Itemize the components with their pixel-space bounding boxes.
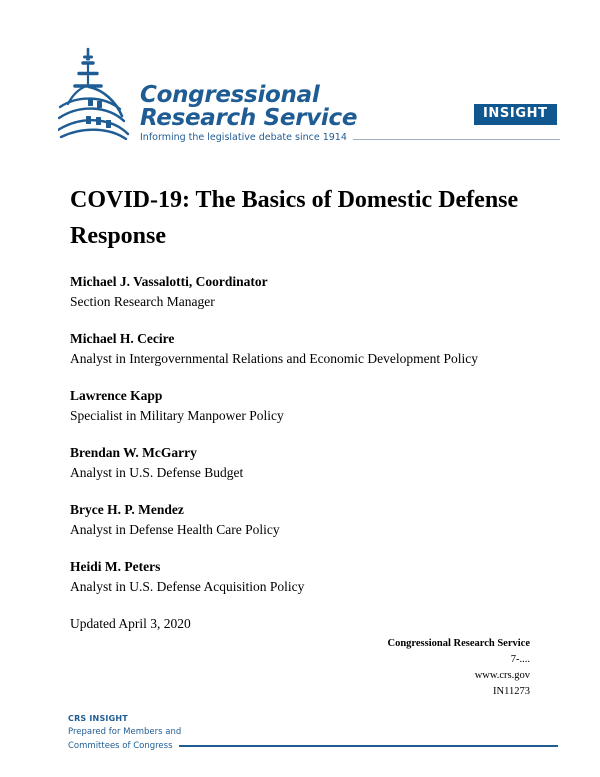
author-entry [70,272,540,312]
author-role: Analyst in Intergovernmental Relations and Economic Development Policy [70,351,479,366]
tagline-divider [353,139,560,140]
author-entry [70,500,540,540]
bottom-footer-title: CRS INSIGHT [68,714,128,723]
crs-footer [230,636,530,700]
author-role: Section Research Manager [70,294,215,309]
wordmark-line-2: Research Service [140,105,358,131]
updated-date: Updated April 3, 2020 [70,616,191,631]
insight-badge: INSIGHT [474,104,557,125]
author-entry [70,386,540,426]
crs-footer-phone: 7-.... [510,654,530,665]
crs-footer-report-number: IN11273 [493,686,530,697]
tagline: Informing the legislative debate since 1914 [140,132,347,143]
author-list [70,272,540,634]
crs-footer-organization: Congressional Research Service [387,638,530,649]
author-name: Brendan W. McGarry [70,445,197,460]
author-entry [70,557,540,597]
author-entry [70,443,540,483]
masthead [0,0,600,160]
author-name: Michael J. Vassalotti, Coordinator [70,274,268,289]
author-name: Bryce H. P. Mendez [70,502,184,517]
bottom-footer-row [68,739,558,753]
crs-footer-website[interactable]: www.crs.gov [474,670,530,681]
capitol-dome-icon [58,46,140,140]
author-role: Analyst in Defense Health Care Policy [70,522,280,537]
bottom-footer [68,713,558,753]
author-name: Michael H. Cecire [70,331,175,346]
bottom-footer-line-1: Prepared for Members and [68,727,182,737]
page-title: COVID-19: The Basics of Domestic Defense Response [70,187,519,249]
bottom-footer-line-2: Committees of Congress [68,741,173,751]
author-role: Specialist in Military Manpower Policy [70,408,284,423]
author-entry [70,329,540,369]
crs-wordmark [140,84,440,130]
author-name: Heidi M. Peters [70,559,161,574]
tagline-row [140,132,560,144]
author-role: Analyst in U.S. Defense Budget [70,465,244,480]
author-name: Lawrence Kapp [70,388,163,403]
bottom-footer-divider [179,745,558,746]
wordmark-line-1: Congressional [140,82,320,108]
author-role: Analyst in U.S. Defense Acquisition Policy [70,579,305,594]
